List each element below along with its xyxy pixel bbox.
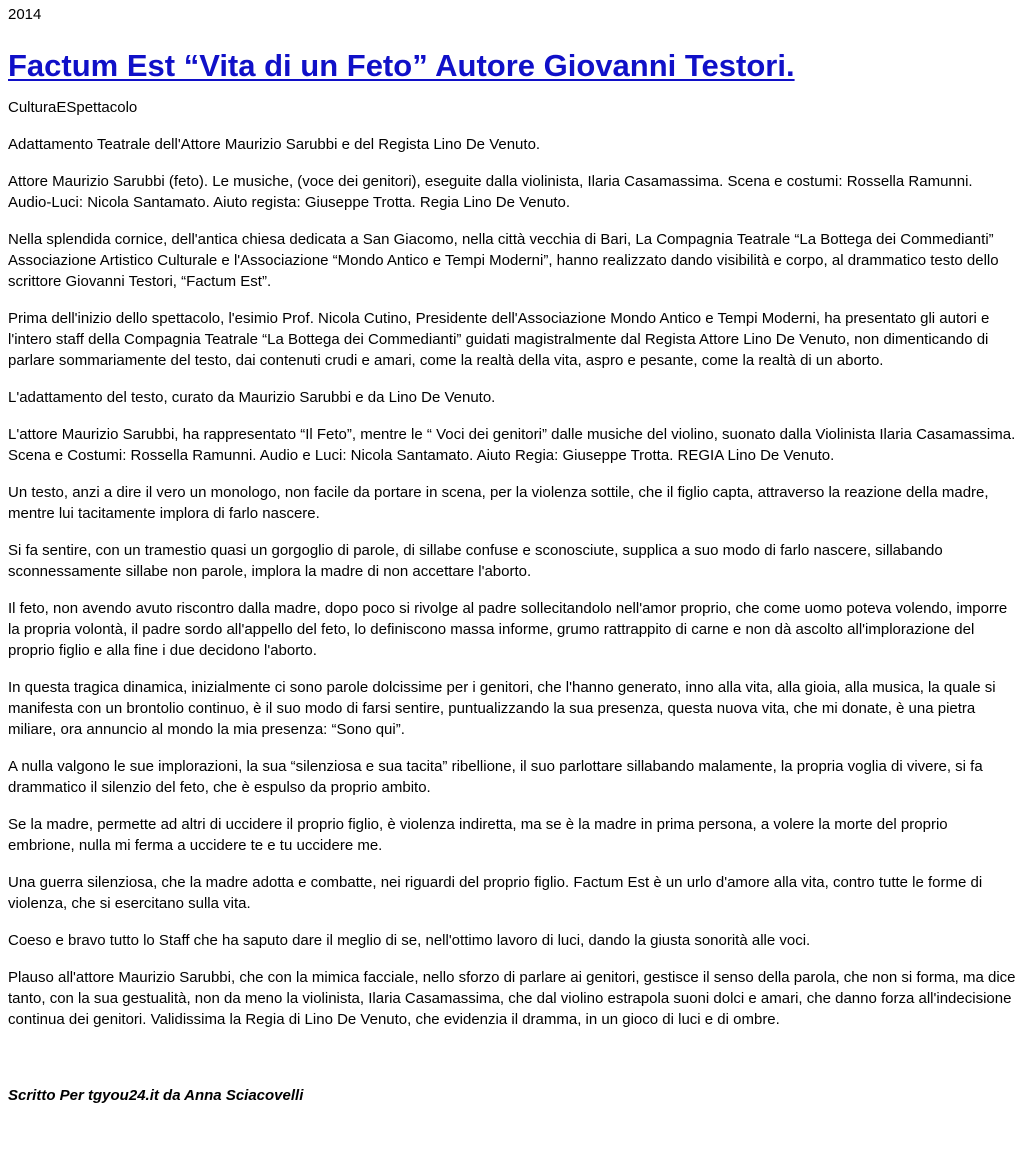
article-paragraph: Nella splendida cornice, dell'antica chiesa dedicata a San Giacomo, nella città vecchia di Bari, La Compagnia Teatrale “La Bottega dei Commedianti” Associazione Artistico Culturale e l'Associazione “Mondo Antico e Tempi Moderni”, hanno realizzato dando visibilità e corpo, al drammatico testo dello scrittore Giovanni Testori, “Factum Est”. — [8, 231, 999, 290]
article-title-link[interactable]: Factum Est “Vita di un Feto” Autore Giovanni Testori. — [8, 48, 795, 83]
article-paragraph: Il feto, non avendo avuto riscontro dalla madre, dopo poco si rivolge al padre sollecitandolo nell'amor proprio, che come uomo poteva volendo, imporre la propria volontà, il padre sordo all'appello del feto, lo definiscono massa informe, grumo rattrappito di carne e non dà ascolto all'implorazione del proprio figlio e alla fine i due decidono l'aborto. — [8, 600, 1008, 659]
article-paragraph: Un testo, anzi a dire il vero un monologo, non facile da portare in scena, per la violenza sottile, che il figlio capta, attraverso la reazione della madre, mentre lui tacitamente implora di farlo nascere. — [8, 484, 989, 522]
article-paragraph: Se la madre, permette ad altri di uccidere il proprio figlio, è violenza indiretta, ma se è la madre in prima persona, a volere la morte del proprio embrione, nulla mi ferma a uccidere te e tu uccidere me. — [8, 816, 948, 854]
article-paragraph: Attore Maurizio Sarubbi (feto). Le musiche, (voce dei genitori), eseguite dalla violinista, Ilaria Casamassima. Scena e costumi: Rossella Ramunni. Audio-Luci: Nicola Santamato. Aiuto regista: Giuseppe Trotta. Regia Lino De Venuto. — [8, 173, 973, 211]
article-paragraph: Una guerra silenziosa, che la madre adotta e combatte, nei riguardi del proprio figlio. Factum Est è un urlo d'amore alla vita, contro tutte le forme di violenza, che si esercitano sulla vita. — [8, 874, 983, 912]
article-body — [8, 134, 1016, 1030]
article-paragraph: In questa tragica dinamica, inizialmente ci sono parole dolcissime per i genitori, che l'hanno generato, inno alla vita, alla gioia, alla musica, la quale si manifesta con un brontolio continuo, è il suo modo di farsi sentire, puntualizzando la sua presenza, questa nuova vita, che mi donate, è una pietra miliare, ora annuncio al mondo la mia presenza: “Sono qui”. — [8, 679, 996, 738]
article-title — [8, 48, 1016, 84]
article-signature: Scritto Per tgyou24.it da Anna Sciacovelli — [8, 1087, 304, 1104]
article-category: CulturaESpettacolo — [8, 99, 138, 116]
article-paragraph: Coeso e bravo tutto lo Staff che ha saputo dare il meglio di se, nell'ottimo lavoro di luci, dando la giusta sonorità alle voci. — [8, 932, 811, 949]
article-year: 2014 — [8, 6, 42, 23]
article-paragraph: A nulla valgono le sue implorazioni, la sua “silenziosa e sua tacita” ribellione, il suo parlottare sillabando malamente, la propria voglia di vivere, si fa drammatico il silenzio del feto, che è espulso da proprio ambito. — [8, 758, 983, 796]
article-paragraph: Adattamento Teatrale dell'Attore Maurizio Sarubbi e del Regista Lino De Venuto. — [8, 136, 541, 153]
article-paragraph: L'attore Maurizio Sarubbi, ha rappresentato “Il Feto”, mentre le “ Voci dei genitori” dalle musiche del violino, suonato dalla Violinista Ilaria Casamassima. Scena e Costumi: Rossella Ramunni. Audio e Luci: Nicola Santamato. Aiuto Regia: Giuseppe Trotta. REGIA Lino De Venuto. — [8, 426, 1016, 464]
article-paragraph: Prima dell'inizio dello spettacolo, l'esimio Prof. Nicola Cutino, Presidente dell'Associazione Mondo Antico e Tempi Moderni, ha presentato gli autori e l'intero staff della Compagnia Teatrale “La Bottega dei Commedianti” guidati magistralmente dal Regista Attore Lino De Venuto, non dimenticando di parlare sommariamente del testo, dai contenuti crudi e amari, come la realtà della vita, aspro e pesante, come la realtà di un aborto. — [8, 310, 990, 369]
article-paragraph: L'adattamento del testo, curato da Maurizio Sarubbi e da Lino De Venuto. — [8, 389, 496, 406]
article-paragraph: Plauso all'attore Maurizio Sarubbi, che con la mimica facciale, nello sforzo di parlare ai genitori, gestisce il senso della parola, che non si forma, ma dice tanto, con la sua gestualità, non da meno la violinista, Ilaria Casamassima, che dal violino estrapola suoni dolci e amari, che danno forza all'indecisione continua dei genitori. Validissima la Regia di Lino De Venuto, che evidenzia il dramma, in un gioco di luci e di ombre. — [8, 969, 1016, 1028]
article-paragraph: Si fa sentire, con un tramestio quasi un gorgoglio di parole, di sillabe confuse e sconosciute, supplica a suo modo di farlo nascere, sillabando sconnessamente sillabe non parole, implora la madre di non accettare l'aborto. — [8, 542, 943, 580]
